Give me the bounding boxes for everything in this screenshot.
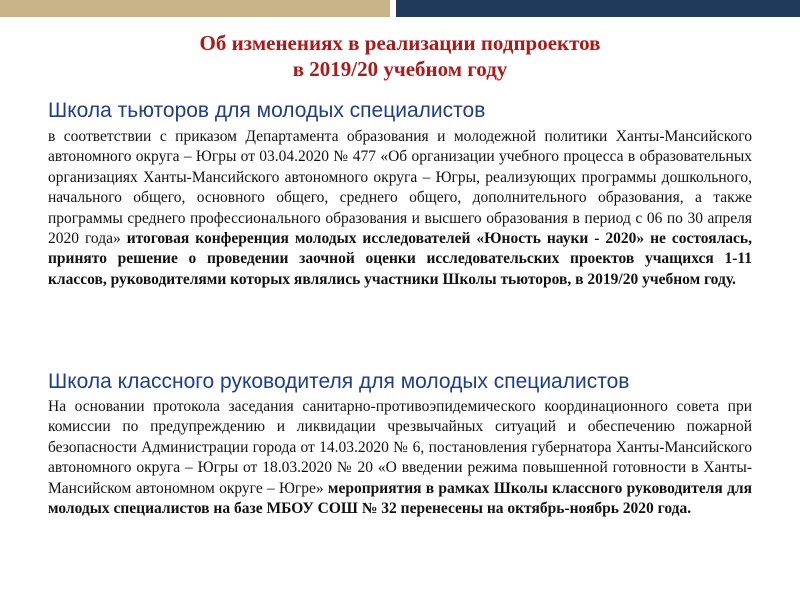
slide-title: [0, 30, 800, 82]
section-heading-tutor-school: Школа тьюторов для молодых специалистов: [48, 99, 486, 122]
slide-title-line-2: в 2019/20 учебном году: [292, 57, 508, 81]
section-heading-class-teacher-school: Школа классного руководителя для молодых специалистов: [48, 370, 630, 393]
section-text-bold: итоговая конференция молодых исследователей «Юность науки - 2020» не состоялась, принято решение о проведении заочной оценки исследовательских проектов учащихся 1-11 классов, руководителями которых являлись участники Школы тьюторов, в 2019/20 учебном году.: [48, 230, 752, 288]
top-decorative-bar-left: [0, 0, 390, 17]
section-text-bold: мероприятия в рамках Школы классного руководителя для молодых специалистов на базе МБОУ СОШ № 32 перенесены на октябрь-ноябрь 2020 года.: [48, 479, 752, 518]
section-text-tutor-school: [48, 127, 752, 290]
slide-title-line-1: Об изменениях в реализации подпроектов: [199, 31, 601, 55]
top-decorative-bar-right: [396, 0, 800, 17]
section-text-plain: На основании протокола заседания санитарно-противоэпидемического координационного совета при комиссии по предупреждению и ликвидации чрезвычайных ситуаций и обеспечению пожарной безопасности Администрации города от 14.03.2020 № 6, постановления губернатора Ханты-Мансийского автономного округа – Югры от 18.03.2020 № 20 «О введении режима повышенной готовности в Ханты-Мансийском автономном округе – Югре»: [48, 398, 752, 497]
section-text-plain: в соответствии с приказом Департамента образования и молодежной политики Ханты-Мансийского автономного округа – Югры от 03.04.2020 № 477 «Об организации учебного процесса в образовательных организациях Ханты-Мансийского автономного округа – Югры, реализующих программы дошкольного, начального общего, основного общего, среднего общего, дополнительного образования, а также программы среднего профессионального образования и высшего образования в период с 06 по 30 апреля 2020 года»: [48, 128, 752, 248]
section-text-class-teacher-school: [48, 397, 752, 519]
